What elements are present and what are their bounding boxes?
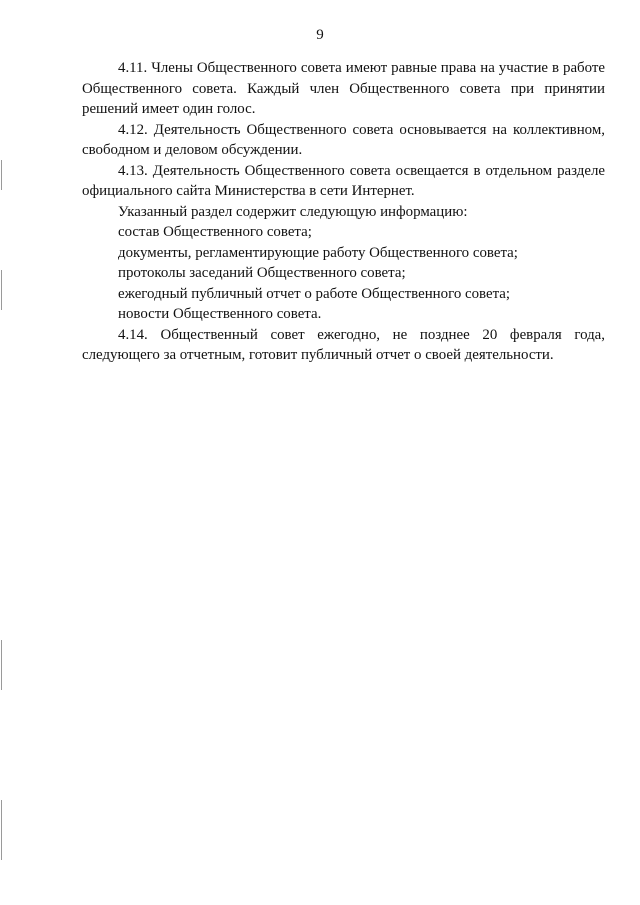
document-body <box>82 58 605 366</box>
scan-edge-mark <box>1 160 2 190</box>
list-item: ежегодный публичный отчет о работе Общественного совета; <box>118 285 511 302</box>
paragraph-4-13: 4.13. Деятельность Общественного совета освещается в отдельном разделе официального сайта Министерства в сети Интернет. <box>82 162 605 199</box>
list-item: документы, регламентирующие работу Общественного совета; <box>118 244 518 261</box>
scan-edge-mark <box>1 640 2 690</box>
scan-edge-mark <box>1 270 2 310</box>
paragraph-4-12: 4.12. Деятельность Общественного совета основывается на коллективном, свободном и деловом обсуждении. <box>82 121 605 158</box>
list-item: протоколы заседаний Общественного совета; <box>118 265 406 281</box>
paragraph-4-14: 4.14. Общественный совет ежегодно, не позднее 20 февраля года, следующего за отчетным, готовит публичный отчет о своей деятельности. <box>82 326 605 363</box>
paragraph-4-11: 4.11. Члены Общественного совета имеют равные права на участие в работе Общественного совета. Каждый член Общественного совета при принятии решений имеет один голос. <box>82 60 605 117</box>
list-intro: Указанный раздел содержит следующую информацию: <box>118 203 468 220</box>
scan-edge-mark <box>1 800 2 860</box>
page-number: 9 <box>316 27 324 43</box>
list-item: состав Общественного совета; <box>118 224 312 240</box>
list-item: новости Общественного совета. <box>118 306 322 322</box>
